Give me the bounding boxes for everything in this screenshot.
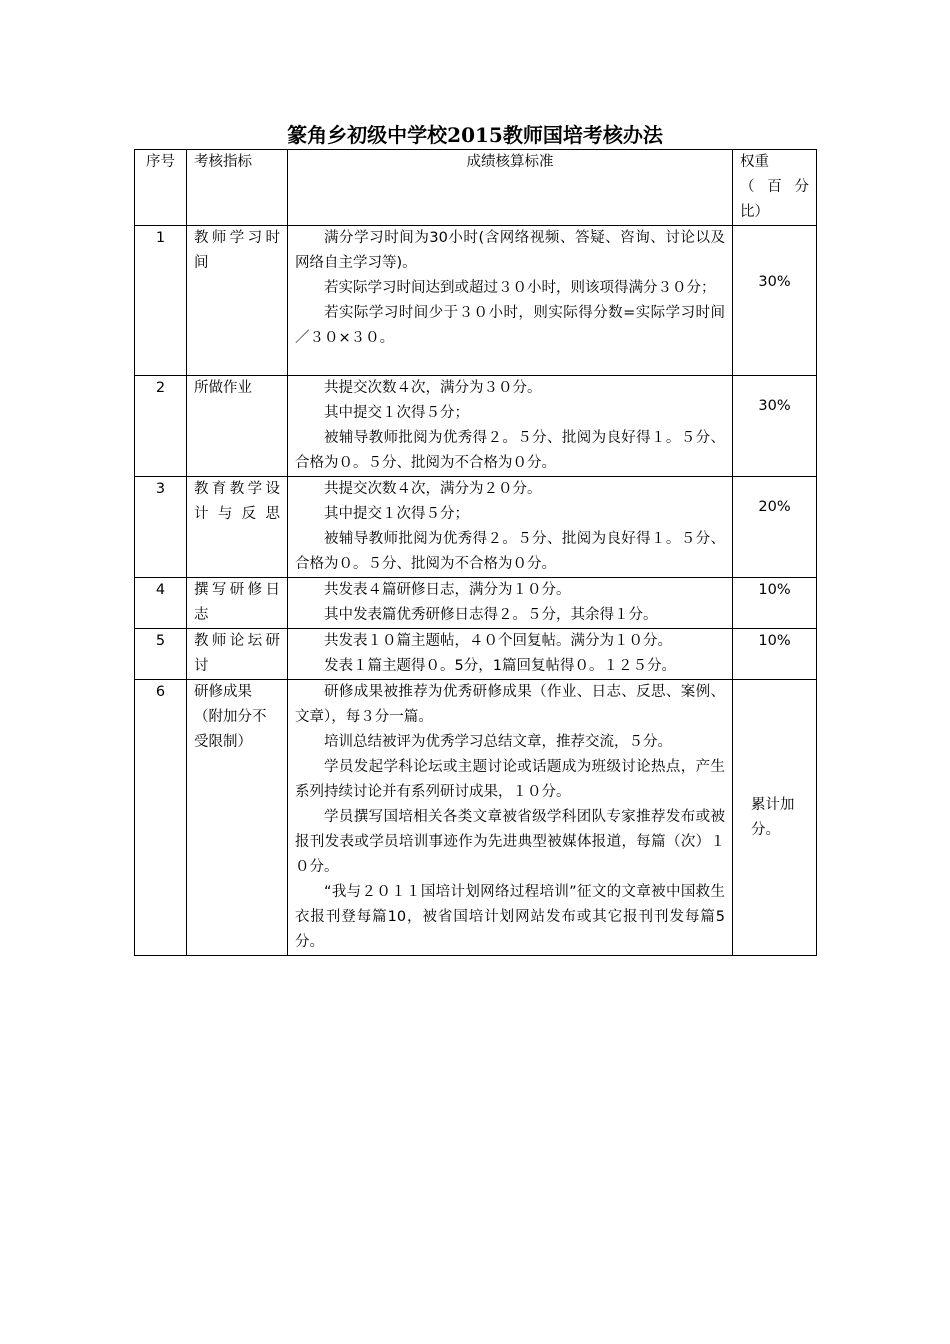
criteria-line: 若实际学习时间少于３０小时，则实际得分数=实际学习时间／３０×３０。	[295, 305, 725, 346]
row-seq: 2	[135, 376, 187, 477]
row-indicator: 撰写研修日志	[187, 578, 288, 629]
row-criteria	[288, 477, 733, 578]
table-row	[135, 226, 817, 376]
table-row	[135, 578, 817, 629]
header-weight-sub2: 比）	[740, 204, 769, 220]
row-indicator: 教师论坛研讨	[187, 629, 288, 680]
header-weight-label: 权重	[740, 154, 769, 170]
row-seq: 5	[135, 629, 187, 680]
criteria-line: “我与２０１１国培计划网络过程培训”征文的文章被中国救生衣报刊登每篇10，被省国培计划网站发布或其它报刊刊发每篇5分。	[295, 884, 725, 950]
row-weight: 30%	[733, 376, 817, 477]
criteria-line: 被辅导教师批阅为优秀得２。５分、批阅为良好得１。５分、合格为０。５分、批阅为不合格为０分。	[295, 531, 725, 572]
row-weight: 累计加分。	[733, 680, 817, 956]
table-row	[135, 629, 817, 680]
row-weight: 10%	[733, 578, 817, 629]
row-indicator: 所做作业	[187, 376, 288, 477]
row-indicator: 教育教学设计与反思	[187, 477, 288, 578]
criteria-line: 其中发表篇优秀研修日志得２。５分，其余得１分。	[324, 607, 658, 623]
header-criteria: 成绩核算标准	[288, 150, 733, 226]
criteria-line: 培训总结被评为优秀学习总结文章，推荐交流，５分。	[324, 734, 672, 750]
header-indicator: 考核指标	[187, 150, 288, 226]
criteria-line: 其中提交１次得５分；	[324, 405, 469, 421]
row-weight: 10%	[733, 629, 817, 680]
row-weight: 30%	[733, 226, 817, 376]
row-weight: 20%	[733, 477, 817, 578]
criteria-line: 其中提交１次得５分；	[324, 506, 469, 522]
table-row	[135, 477, 817, 578]
row-seq: 3	[135, 477, 187, 578]
header-seq: 序号	[135, 150, 187, 226]
criteria-line: 被辅导教师批阅为优秀得２。５分、批阅为良好得１。５分、合格为０。５分、批阅为不合格为０分。	[295, 430, 725, 471]
row-indicator: 教师学习时间	[187, 226, 288, 376]
criteria-line: 学员撰写国培相关各类文章被省级学科团队专家推荐发布或被报刊发表或学员培训事迹作为先进典型被媒体报道，每篇（次）１０分。	[295, 809, 725, 875]
criteria-line: 发表１篇主题得０。5分，1篇回复帖得０。１２５分。	[324, 658, 676, 674]
row-indicator-label: 研修成果	[194, 684, 252, 700]
page-title: 篆角乡初级中学校2015教师国培考核办法	[287, 123, 663, 147]
criteria-line: 共发表１０篇主题帖，４０个回复帖。满分为１０分。	[324, 633, 672, 649]
criteria-line: 学员发起学科论坛或主题讨论或话题成为班级讨论热点，产生系列持续讨论并有系列研讨成果，１０分。	[295, 759, 725, 800]
row-criteria	[288, 578, 733, 629]
header-weight-sub1: （ 百 分	[740, 179, 809, 195]
table-header-row	[135, 150, 817, 226]
table-row	[135, 680, 817, 956]
row-indicator	[187, 680, 288, 956]
criteria-line: 共提交次数４次，满分为３０分。	[324, 380, 542, 396]
row-criteria	[288, 680, 733, 956]
criteria-line: 共提交次数４次，满分为２０分。	[324, 481, 542, 497]
table-row	[135, 376, 817, 477]
header-weight	[733, 150, 817, 226]
criteria-line: 满分学习时间为30小时(含网络视频、答疑、咨询、讨论以及网络自主学习等)。	[295, 230, 725, 271]
assessment-table	[134, 149, 817, 956]
criteria-line: 若实际学习时间达到或超过３０小时，则该项得满分３０分；	[324, 280, 716, 296]
row-criteria	[288, 629, 733, 680]
row-indicator-note: （附加分不受限制）	[194, 709, 267, 750]
row-criteria	[288, 376, 733, 477]
row-seq: 1	[135, 226, 187, 376]
criteria-line: 研修成果被推荐为优秀研修成果（作业、日志、反思、案例、文章），每３分一篇。	[295, 684, 725, 725]
row-criteria	[288, 226, 733, 376]
criteria-line: 共发表４篇研修日志，满分为１０分。	[324, 582, 571, 598]
row-seq: 6	[135, 680, 187, 956]
row-seq: 4	[135, 578, 187, 629]
